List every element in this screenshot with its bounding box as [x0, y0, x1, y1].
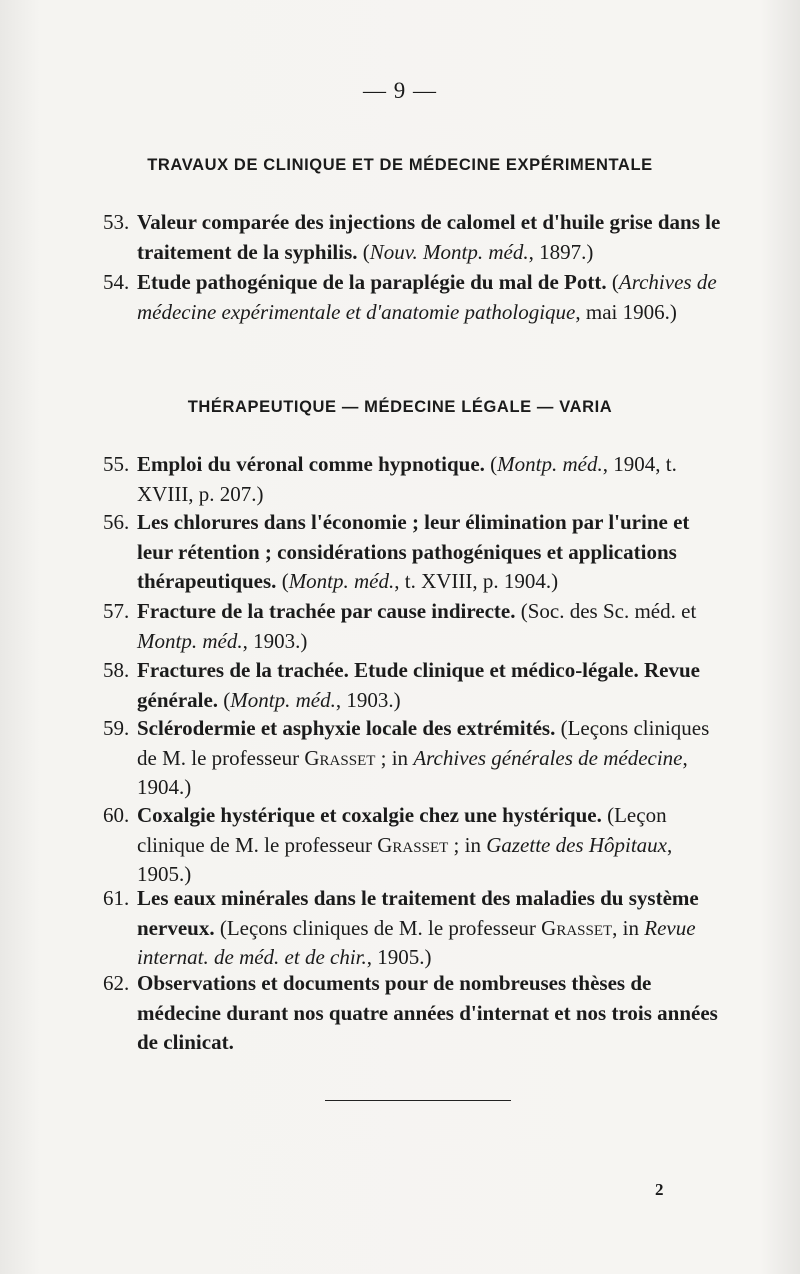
entry-number: 57. — [103, 599, 130, 623]
entry-title: Fractures de la trachée. Etude clinique et médico-légale. Revue générale. — [137, 658, 700, 712]
section-title-therapeutique: THÉRAPEUTIQUE — MÉDECINE LÉGALE — VARIA — [187, 398, 613, 416]
entry-title: Etude pathogénique de la paraplégie du mal de Pott. — [137, 270, 607, 294]
entry-journal: Montp. méd. — [137, 628, 243, 653]
entry-title: Observations et documents pour de nombreuses thèses de médecine durant nos quatre années d'internat et nos trois années de clinicat. — [137, 971, 718, 1054]
entry-ref: ( — [606, 270, 619, 294]
entry-journal: Revue internat. de méd. et de chir. — [137, 915, 696, 969]
entry-ref: (Leçon clinique de M. le professeur — [137, 803, 667, 857]
entry-number: 53. — [103, 210, 130, 234]
entry-number: 62. — [103, 971, 130, 995]
entry-ref: ( — [357, 239, 370, 264]
entry-ref-date: , 1904.) — [137, 745, 688, 799]
entry-ref-date: , t. XVIII, p. 1904.) — [394, 569, 559, 593]
entry-journal: Archives de médecine expérimentale et d'anatomie pathologique — [137, 270, 717, 324]
entry-ref-date: , 1903.) — [335, 687, 401, 712]
entry-ref-date: , mai 1906.) — [575, 299, 677, 324]
entry-ref: (Soc. des Sc. méd. et — [515, 599, 697, 623]
entry-title: Coxalgie hystérique et coxalgie chez une hystérique. — [137, 803, 602, 827]
page-number: — 9 — — [363, 78, 437, 103]
entry-author: Grasset — [377, 832, 449, 857]
entry-ref-date: , 1905.) — [366, 945, 432, 969]
list-item — [103, 656, 728, 715]
entry-ref: (Leçons cliniques de M. le professeur — [137, 716, 710, 770]
entry-journal: Archives générales de médecine — [413, 745, 683, 770]
entry-ref-date: , 1905.) — [137, 832, 673, 886]
list-item — [103, 268, 728, 327]
list-item — [103, 714, 728, 803]
entry-journal: Montp. méd. — [230, 687, 336, 712]
entry-number: 60. — [103, 803, 130, 827]
section-title-clinique: TRAVAUX DE CLINIQUE ET DE MÉDECINE EXPÉRIMENTALE — [147, 156, 653, 174]
entry-ref-mid: ; in — [448, 832, 487, 857]
list-item — [103, 450, 728, 509]
entry-number: 55. — [103, 452, 130, 476]
entry-number: 56. — [103, 510, 130, 534]
list-item — [103, 884, 728, 973]
entry-journal: Montp. méd. — [497, 452, 603, 476]
entry-number: 58. — [103, 658, 130, 682]
list-item — [103, 597, 728, 656]
signature-mark: 2 — [655, 1180, 664, 1199]
entry-title: Emploi du véronal comme hypnotique. — [137, 452, 485, 476]
entry-title: Sclérodermie et asphyxie locale des extrémités. — [137, 716, 556, 740]
entry-ref: ( — [484, 452, 498, 476]
entry-ref: ( — [218, 687, 231, 712]
entry-ref: ( — [276, 569, 289, 593]
entry-title: Les chlorures dans l'économie ; leur élimination par l'urine et leur rétention ; considérations pathogéniques et applications thérapeutiques. — [137, 510, 690, 593]
entry-title: Fracture de la trachée par cause indirecte. — [137, 599, 516, 623]
entry-ref-mid: ; in — [375, 745, 414, 770]
entry-ref-date: , 1904, t. XVIII, p. 207.) — [137, 452, 677, 506]
entry-ref: (Leçons cliniques de M. le professeur — [214, 915, 542, 940]
entry-number: 59. — [103, 716, 130, 740]
entry-ref-mid: , in — [612, 915, 645, 940]
list-item — [103, 208, 728, 267]
entry-ref-date: , 1903.) — [242, 628, 308, 653]
entry-journal: Montp. méd. — [288, 569, 395, 593]
list-item — [103, 969, 728, 1058]
entry-number: 54. — [103, 270, 130, 294]
entry-number: 61. — [103, 886, 130, 910]
entry-ref-date: , 1897.) — [528, 239, 594, 264]
entry-author: Grasset — [304, 745, 376, 770]
list-item — [103, 801, 728, 890]
entry-journal: Gazette des Hôpitaux — [486, 832, 667, 857]
list-item — [103, 508, 728, 597]
divider-rule — [325, 1100, 511, 1101]
entry-author: Grasset — [541, 915, 613, 940]
entry-title: Les eaux minérales dans le traitement des maladies du système nerveux. — [137, 886, 699, 940]
entry-title: Valeur comparée des injections de calomel et d'huile grise dans le traitement de la syphilis. — [137, 210, 721, 264]
entry-journal: Nouv. Montp. méd. — [369, 239, 529, 264]
